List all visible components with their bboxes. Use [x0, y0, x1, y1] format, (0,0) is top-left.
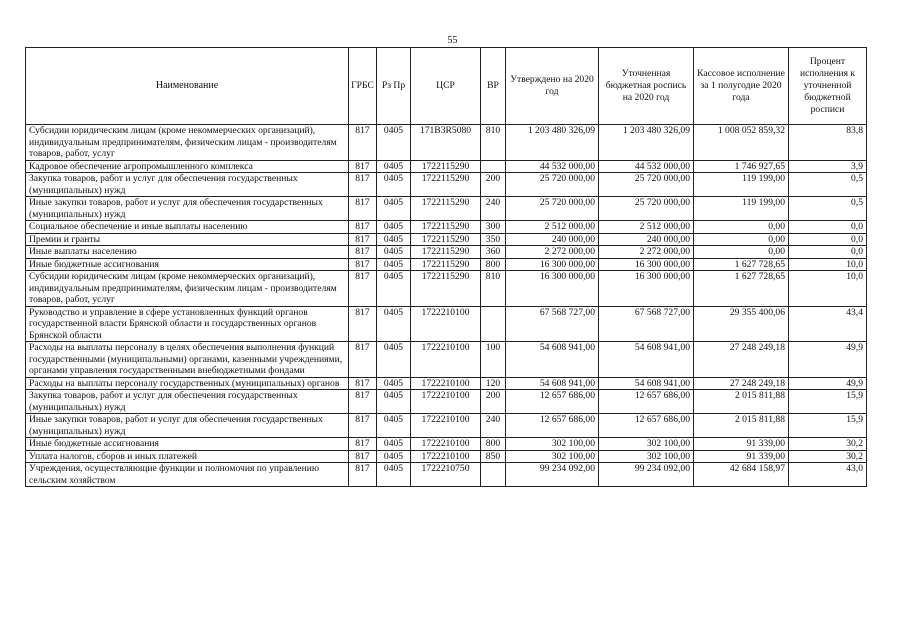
cell-name: Премии и гранты [26, 233, 349, 246]
cell-vr [481, 463, 506, 487]
cell-name: Уплата налогов, сборов и иных платежей [26, 450, 349, 463]
cell-approved: 2 272 000,00 [506, 246, 599, 259]
cell-name: Иные бюджетные ассигнования [26, 438, 349, 451]
table-row [26, 414, 867, 438]
cell-vr: 200 [481, 173, 506, 197]
cell-grbs: 817 [349, 197, 377, 221]
cell-approved: 12 657 686,00 [506, 390, 599, 414]
cell-csr: 1722210100 [411, 342, 481, 378]
cell-cash: 119 199,00 [694, 173, 789, 197]
cell-name: Учреждения, осуществляющие функции и полномочия по управлению сельским хозяйством [26, 463, 349, 487]
cell-approved: 54 608 941,00 [506, 377, 599, 390]
table-row [26, 233, 867, 246]
cell-approved: 54 608 941,00 [506, 342, 599, 378]
cell-revised: 2 272 000,00 [599, 246, 694, 259]
cell-percent: 30,2 [789, 450, 867, 463]
cell-name: Расходы на выплаты персоналу государственных (муниципальных) органов [26, 377, 349, 390]
cell-approved: 302 100,00 [506, 450, 599, 463]
cell-rzpr: 0405 [377, 377, 411, 390]
cell-cash: 42 684 158,97 [694, 463, 789, 487]
cell-grbs: 817 [349, 414, 377, 438]
cell-approved: 12 657 686,00 [506, 414, 599, 438]
cell-csr: 1722115290 [411, 160, 481, 173]
cell-csr: 1722210100 [411, 438, 481, 451]
cell-vr: 100 [481, 342, 506, 378]
table-row [26, 125, 867, 161]
table-row [26, 438, 867, 451]
cell-revised: 44 532 000,00 [599, 160, 694, 173]
cell-csr: 1722115290 [411, 271, 481, 307]
table-row [26, 197, 867, 221]
cell-revised: 12 657 686,00 [599, 390, 694, 414]
cell-approved: 240 000,00 [506, 233, 599, 246]
cell-approved: 25 720 000,00 [506, 173, 599, 197]
cell-revised: 12 657 686,00 [599, 414, 694, 438]
cell-vr: 300 [481, 221, 506, 234]
cell-cash: 27 248 249,18 [694, 377, 789, 390]
cell-revised: 54 608 941,00 [599, 342, 694, 378]
cell-vr [481, 306, 506, 342]
cell-csr: 1722210100 [411, 377, 481, 390]
cell-revised: 1 203 480 326,09 [599, 125, 694, 161]
cell-name: Расходы на выплаты персоналу в целях обеспечения выполнения функций государственными (муниципальными) органами, казенными учреждениями, органами управления государственными внебюджетными фондами [26, 342, 349, 378]
cell-approved: 302 100,00 [506, 438, 599, 451]
table-row [26, 450, 867, 463]
cell-csr: 1722210750 [411, 463, 481, 487]
cell-vr [481, 160, 506, 173]
table-row [26, 173, 867, 197]
cell-name: Кадровое обеспечение агропромышленного комплекса [26, 160, 349, 173]
cell-revised: 16 300 000,00 [599, 258, 694, 271]
cell-revised: 240 000,00 [599, 233, 694, 246]
cell-rzpr: 0405 [377, 246, 411, 259]
cell-cash: 0,00 [694, 233, 789, 246]
cell-approved: 44 532 000,00 [506, 160, 599, 173]
cell-rzpr: 0405 [377, 160, 411, 173]
cell-vr: 120 [481, 377, 506, 390]
cell-approved: 67 568 727,00 [506, 306, 599, 342]
table-row [26, 258, 867, 271]
table-row [26, 271, 867, 307]
table-row [26, 221, 867, 234]
cell-revised: 302 100,00 [599, 450, 694, 463]
cell-grbs: 817 [349, 160, 377, 173]
header-revised: Уточненная бюджетная роспись на 2020 год [599, 48, 694, 125]
table-row [26, 342, 867, 378]
cell-csr: 1722210100 [411, 414, 481, 438]
cell-rzpr: 0405 [377, 450, 411, 463]
cell-vr: 200 [481, 390, 506, 414]
cell-vr: 810 [481, 125, 506, 161]
cell-grbs: 817 [349, 221, 377, 234]
cell-approved: 25 720 000,00 [506, 197, 599, 221]
cell-name: Иные закупки товаров, работ и услуг для обеспечения государственных (муниципальных) нужд [26, 197, 349, 221]
cell-cash: 27 248 249,18 [694, 342, 789, 378]
cell-grbs: 817 [349, 233, 377, 246]
cell-cash: 1 627 728,65 [694, 258, 789, 271]
cell-vr: 800 [481, 438, 506, 451]
cell-approved: 2 512 000,00 [506, 221, 599, 234]
cell-rzpr: 0405 [377, 233, 411, 246]
cell-cash: 0,00 [694, 221, 789, 234]
cell-grbs: 817 [349, 450, 377, 463]
header-cash: Кассовое исполнение за 1 полугодие 2020 года [694, 48, 789, 125]
cell-grbs: 817 [349, 390, 377, 414]
cell-name: Закупка товаров, работ и услуг для обеспечения государственных (муниципальных) нужд [26, 390, 349, 414]
cell-grbs: 817 [349, 173, 377, 197]
cell-csr: 1722115290 [411, 233, 481, 246]
cell-percent: 10,0 [789, 258, 867, 271]
table-row [26, 390, 867, 414]
cell-grbs: 817 [349, 271, 377, 307]
cell-grbs: 817 [349, 463, 377, 487]
cell-cash: 1 746 927,65 [694, 160, 789, 173]
cell-csr: 1722115290 [411, 258, 481, 271]
cell-grbs: 817 [349, 125, 377, 161]
cell-cash: 91 339,00 [694, 450, 789, 463]
cell-revised: 67 568 727,00 [599, 306, 694, 342]
cell-cash: 2 015 811,88 [694, 414, 789, 438]
cell-percent: 0,5 [789, 173, 867, 197]
cell-rzpr: 0405 [377, 221, 411, 234]
cell-grbs: 817 [349, 246, 377, 259]
header-grbs: ГРБС [349, 48, 377, 125]
cell-vr: 850 [481, 450, 506, 463]
cell-revised: 2 512 000,00 [599, 221, 694, 234]
table-header-row [26, 48, 867, 125]
cell-cash: 1 008 052 859,32 [694, 125, 789, 161]
cell-rzpr: 0405 [377, 342, 411, 378]
cell-percent: 0,5 [789, 197, 867, 221]
cell-revised: 54 608 941,00 [599, 377, 694, 390]
cell-grbs: 817 [349, 258, 377, 271]
table-row [26, 160, 867, 173]
cell-rzpr: 0405 [377, 173, 411, 197]
cell-approved: 1 203 480 326,09 [506, 125, 599, 161]
cell-approved: 16 300 000,00 [506, 271, 599, 307]
cell-revised: 25 720 000,00 [599, 173, 694, 197]
cell-cash: 119 199,00 [694, 197, 789, 221]
table-row [26, 246, 867, 259]
cell-vr: 350 [481, 233, 506, 246]
cell-vr: 360 [481, 246, 506, 259]
cell-percent: 3,9 [789, 160, 867, 173]
cell-csr: 1722210100 [411, 390, 481, 414]
header-rzpr: Рз Пр [377, 48, 411, 125]
cell-rzpr: 0405 [377, 197, 411, 221]
cell-name: Иные закупки товаров, работ и услуг для обеспечения государственных (муниципальных) нужд [26, 414, 349, 438]
cell-revised: 16 300 000,00 [599, 271, 694, 307]
cell-percent: 15,9 [789, 390, 867, 414]
cell-cash: 0,00 [694, 246, 789, 259]
cell-rzpr: 0405 [377, 258, 411, 271]
cell-name: Руководство и управление в сфере установленных функций органов государственной власти Брянской области и государственных органов Брянской области [26, 306, 349, 342]
cell-vr: 240 [481, 197, 506, 221]
cell-csr: 1722115290 [411, 173, 481, 197]
header-percent: Процент исполнения к уточненной бюджетной росписи [789, 48, 867, 125]
cell-csr: 1722115290 [411, 197, 481, 221]
header-name: Наименование [26, 48, 349, 125]
cell-rzpr: 0405 [377, 306, 411, 342]
cell-name: Субсидии юридическим лицам (кроме некоммерческих организаций), индивидуальным предпринимателям, физическим лицам - производителям товаров, работ, услуг [26, 125, 349, 161]
cell-name: Закупка товаров, работ и услуг для обеспечения государственных (муниципальных) нужд [26, 173, 349, 197]
budget-table [25, 47, 867, 487]
cell-approved: 99 234 092,00 [506, 463, 599, 487]
cell-revised: 302 100,00 [599, 438, 694, 451]
header-approved: Утверждено на 2020 год [506, 48, 599, 125]
cell-percent: 15,9 [789, 414, 867, 438]
cell-percent: 43,4 [789, 306, 867, 342]
cell-rzpr: 0405 [377, 463, 411, 487]
cell-cash: 1 627 728,65 [694, 271, 789, 307]
cell-grbs: 817 [349, 377, 377, 390]
cell-name: Субсидии юридическим лицам (кроме некоммерческих организаций), индивидуальным предпринимателям, физическим лицам - производителям товаров, работ, услуг [26, 271, 349, 307]
cell-csr: 171B3R5080 [411, 125, 481, 161]
cell-name: Социальное обеспечение и иные выплаты населению [26, 221, 349, 234]
page-number: 55 [447, 35, 458, 46]
cell-vr: 240 [481, 414, 506, 438]
cell-csr: 1722210100 [411, 450, 481, 463]
cell-rzpr: 0405 [377, 414, 411, 438]
cell-cash: 2 015 811,88 [694, 390, 789, 414]
cell-percent: 43,0 [789, 463, 867, 487]
cell-percent: 0,0 [789, 221, 867, 234]
cell-approved: 16 300 000,00 [506, 258, 599, 271]
cell-percent: 49,9 [789, 377, 867, 390]
cell-rzpr: 0405 [377, 271, 411, 307]
cell-percent: 0,0 [789, 246, 867, 259]
cell-rzpr: 0405 [377, 390, 411, 414]
cell-name: Иные выплаты населению [26, 246, 349, 259]
cell-grbs: 817 [349, 306, 377, 342]
cell-percent: 49,9 [789, 342, 867, 378]
cell-csr: 1722115290 [411, 246, 481, 259]
cell-cash: 29 355 400,06 [694, 306, 789, 342]
cell-revised: 99 234 092,00 [599, 463, 694, 487]
cell-vr: 800 [481, 258, 506, 271]
header-csr: ЦСР [411, 48, 481, 125]
cell-rzpr: 0405 [377, 438, 411, 451]
cell-percent: 83,8 [789, 125, 867, 161]
table-row [26, 306, 867, 342]
cell-csr: 1722210100 [411, 306, 481, 342]
cell-csr: 1722115290 [411, 221, 481, 234]
cell-percent: 30,2 [789, 438, 867, 451]
table-row [26, 377, 867, 390]
cell-vr: 810 [481, 271, 506, 307]
cell-revised: 25 720 000,00 [599, 197, 694, 221]
cell-percent: 0,0 [789, 233, 867, 246]
cell-percent: 10,0 [789, 271, 867, 307]
cell-name: Иные бюджетные ассигнования [26, 258, 349, 271]
cell-grbs: 817 [349, 438, 377, 451]
cell-cash: 91 339,00 [694, 438, 789, 451]
table-row [26, 463, 867, 487]
table-body [26, 125, 867, 487]
cell-rzpr: 0405 [377, 125, 411, 161]
header-vr: ВР [481, 48, 506, 125]
cell-grbs: 817 [349, 342, 377, 378]
